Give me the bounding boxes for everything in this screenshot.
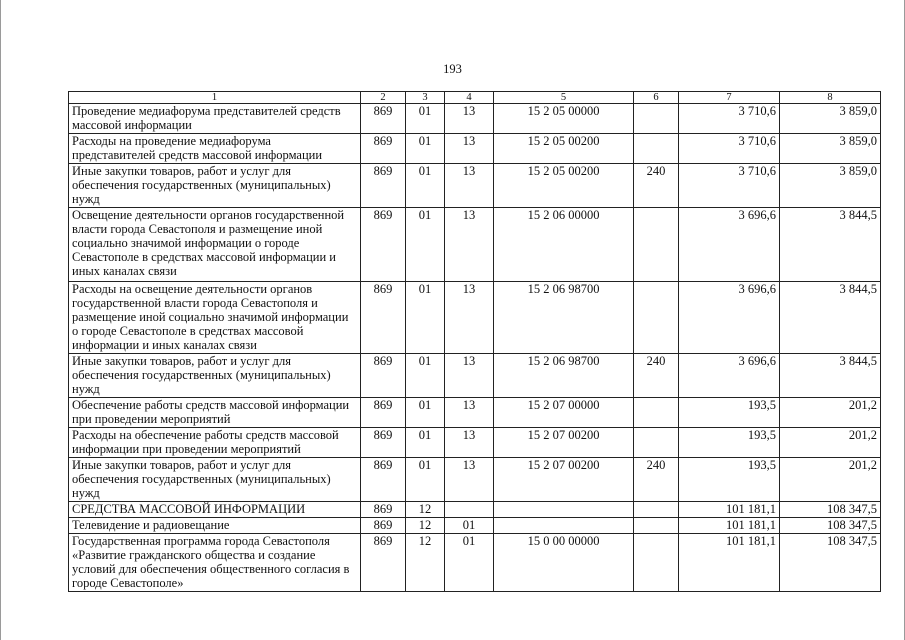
- cell-grbs: 869: [361, 282, 406, 354]
- cell-vr: [634, 104, 679, 134]
- cell-csr: [494, 502, 634, 518]
- cell-grbs: 869: [361, 502, 406, 518]
- cell-name: Расходы на обеспечение работы средств массовой информации при проведении мероприятий: [69, 428, 361, 458]
- cell-sum-year-1: 3 696,6: [679, 282, 780, 354]
- cell-rz: 01: [406, 428, 445, 458]
- cell-pr: 13: [445, 208, 494, 282]
- cell-grbs: 869: [361, 428, 406, 458]
- cell-grbs: 869: [361, 534, 406, 592]
- cell-csr: 15 2 05 00200: [494, 164, 634, 208]
- cell-sum-year-2: 108 347,5: [780, 534, 881, 592]
- cell-vr: [634, 534, 679, 592]
- cell-sum-year-2: 201,2: [780, 458, 881, 502]
- cell-sum-year-2: 108 347,5: [780, 518, 881, 534]
- cell-vr: [634, 398, 679, 428]
- cell-sum-year-1: 101 181,1: [679, 534, 780, 592]
- cell-sum-year-1: 101 181,1: [679, 518, 780, 534]
- cell-rz: 01: [406, 208, 445, 282]
- cell-name: Расходы на освещение деятельности органов государственной власти города Севастополя и размещение иной социально значимой информации о городе Севастополе в средствах массовой информации и иных каналах связи: [69, 282, 361, 354]
- page-number: 193: [443, 62, 462, 76]
- cell-rz: 12: [406, 518, 445, 534]
- cell-csr: 15 0 00 00000: [494, 534, 634, 592]
- cell-sum-year-2: 3 844,5: [780, 354, 881, 398]
- header-col-7: 7: [679, 92, 780, 104]
- cell-sum-year-1: 3 696,6: [679, 208, 780, 282]
- table-row: [69, 428, 881, 458]
- cell-grbs: 869: [361, 518, 406, 534]
- cell-name: Иные закупки товаров, работ и услуг для обеспечения государственных (муниципальных) нужд: [69, 164, 361, 208]
- cell-sum-year-2: 3 844,5: [780, 282, 881, 354]
- cell-pr: 01: [445, 518, 494, 534]
- cell-pr: 13: [445, 164, 494, 208]
- cell-rz: 01: [406, 354, 445, 398]
- cell-sum-year-1: 193,5: [679, 458, 780, 502]
- cell-pr: 13: [445, 104, 494, 134]
- cell-grbs: 869: [361, 354, 406, 398]
- table-header-row: [69, 92, 881, 104]
- table-row: [69, 354, 881, 398]
- cell-sum-year-1: 3 696,6: [679, 354, 780, 398]
- cell-pr: 01: [445, 534, 494, 592]
- cell-vr: [634, 134, 679, 164]
- cell-vr: [634, 502, 679, 518]
- cell-sum-year-1: 101 181,1: [679, 502, 780, 518]
- header-col-6: 6: [634, 92, 679, 104]
- cell-sum-year-2: 201,2: [780, 428, 881, 458]
- cell-sum-year-1: 3 710,6: [679, 104, 780, 134]
- cell-sum-year-2: 108 347,5: [780, 502, 881, 518]
- cell-name: Обеспечение работы средств массовой информации при проведении мероприятий: [69, 398, 361, 428]
- cell-rz: 01: [406, 134, 445, 164]
- table-row: [69, 164, 881, 208]
- cell-grbs: 869: [361, 458, 406, 502]
- table-row: [69, 104, 881, 134]
- table-row: [69, 134, 881, 164]
- cell-vr: [634, 208, 679, 282]
- cell-vr: 240: [634, 164, 679, 208]
- cell-name: Иные закупки товаров, работ и услуг для обеспечения государственных (муниципальных) нужд: [69, 458, 361, 502]
- cell-pr: 13: [445, 398, 494, 428]
- cell-pr: 13: [445, 458, 494, 502]
- cell-grbs: 869: [361, 398, 406, 428]
- cell-grbs: 869: [361, 164, 406, 208]
- cell-sum-year-1: 3 710,6: [679, 164, 780, 208]
- cell-name: Иные закупки товаров, работ и услуг для обеспечения государственных (муниципальных) нужд: [69, 354, 361, 398]
- cell-csr: 15 2 07 00000: [494, 398, 634, 428]
- cell-grbs: 869: [361, 208, 406, 282]
- header-col-8: 8: [780, 92, 881, 104]
- cell-name: Государственная программа города Севастополя «Развитие гражданского общества и создание условий для обеспечения общественного согласия в городе Севастополе»: [69, 534, 361, 592]
- cell-sum-year-1: 3 710,6: [679, 134, 780, 164]
- table-row: [69, 502, 881, 518]
- cell-csr: 15 2 06 00000: [494, 208, 634, 282]
- cell-grbs: 869: [361, 104, 406, 134]
- header-col-3: 3: [406, 92, 445, 104]
- cell-csr: 15 2 05 00000: [494, 104, 634, 134]
- table-row: [69, 208, 881, 282]
- cell-rz: 01: [406, 282, 445, 354]
- budget-table: [68, 91, 881, 592]
- table-row: [69, 398, 881, 428]
- cell-vr: [634, 428, 679, 458]
- table-row: [69, 534, 881, 592]
- cell-csr: 15 2 06 98700: [494, 282, 634, 354]
- cell-pr: 13: [445, 428, 494, 458]
- cell-csr: 15 2 07 00200: [494, 428, 634, 458]
- header-col-1: 1: [69, 92, 361, 104]
- cell-vr: 240: [634, 354, 679, 398]
- cell-sum-year-2: 3 859,0: [780, 164, 881, 208]
- cell-sum-year-2: 3 859,0: [780, 104, 881, 134]
- cell-vr: [634, 282, 679, 354]
- cell-rz: 01: [406, 398, 445, 428]
- cell-sum-year-2: 3 844,5: [780, 208, 881, 282]
- header-col-4: 4: [445, 92, 494, 104]
- cell-pr: 13: [445, 354, 494, 398]
- header-col-5: 5: [494, 92, 634, 104]
- cell-pr: 13: [445, 282, 494, 354]
- cell-csr: [494, 518, 634, 534]
- cell-name: Телевидение и радиовещание: [69, 518, 361, 534]
- cell-csr: 15 2 05 00200: [494, 134, 634, 164]
- cell-sum-year-1: 193,5: [679, 428, 780, 458]
- cell-name: СРЕДСТВА МАССОВОЙ ИНФОРМАЦИИ: [69, 502, 361, 518]
- cell-name: Расходы на проведение медиафорума представителей средств массовой информации: [69, 134, 361, 164]
- cell-pr: [445, 502, 494, 518]
- header-col-2: 2: [361, 92, 406, 104]
- cell-pr: 13: [445, 134, 494, 164]
- scan-edge-left: [0, 0, 1, 640]
- cell-csr: 15 2 06 98700: [494, 354, 634, 398]
- cell-csr: 15 2 07 00200: [494, 458, 634, 502]
- cell-rz: 01: [406, 458, 445, 502]
- cell-name: Освещение деятельности органов государственной власти города Севастополя и размещение иной социально значимой информации о городе Севастополе в средствах массовой информации и иных каналах связи: [69, 208, 361, 282]
- cell-sum-year-2: 201,2: [780, 398, 881, 428]
- cell-rz: 01: [406, 164, 445, 208]
- table-row: [69, 282, 881, 354]
- cell-rz: 12: [406, 534, 445, 592]
- cell-sum-year-1: 193,5: [679, 398, 780, 428]
- cell-rz: 01: [406, 104, 445, 134]
- cell-sum-year-2: 3 859,0: [780, 134, 881, 164]
- cell-vr: 240: [634, 458, 679, 502]
- cell-name: Проведение медиафорума представителей средств массовой информации: [69, 104, 361, 134]
- table-row: [69, 518, 881, 534]
- cell-rz: 12: [406, 502, 445, 518]
- table-row: [69, 458, 881, 502]
- cell-vr: [634, 518, 679, 534]
- cell-grbs: 869: [361, 134, 406, 164]
